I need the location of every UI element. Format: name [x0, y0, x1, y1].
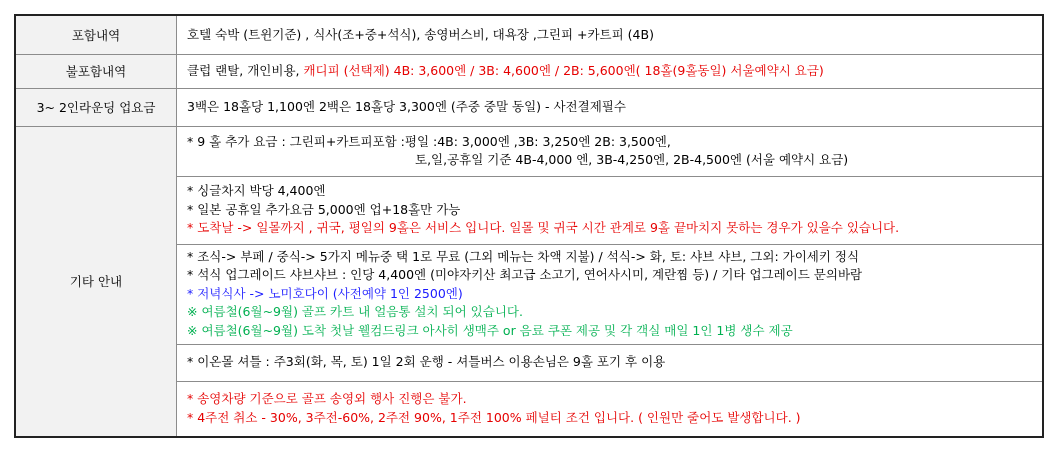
summer-ice-line: ※ 여름철(6월~9월) 골프 카트 내 얼음통 설치 되어 있습니다. [187, 304, 523, 320]
content-policy [177, 381, 1044, 437]
excluded-text-black: 클럽 랜탈, 개인비용, [187, 62, 304, 78]
label-excluded: 불포함내역 [15, 54, 177, 88]
content-single-charge [177, 176, 1044, 244]
content-included [177, 15, 1044, 54]
nine-hole-fee-line1: * 9 홀 추가 요금 : 그린피+카트피포함 :평일 :4B: 3,000엔 ,3B: 3,250엔 2B: 3,500엔, [187, 133, 671, 149]
content-shuttle [177, 344, 1044, 381]
arrival-nine-hole-line: * 도착날 -> 일몰까지 , 귀국, 평일의 9홀은 서비스 입니다. 일몰 및 귀국 시간 관계로 9홀 끝마치지 못하는 경우가 있을수 있습니다. [187, 220, 900, 236]
single-charge-line: * 싱글차지 박당 4,400엔 [187, 183, 326, 199]
row-excluded [15, 54, 1043, 88]
row-other-block1 [15, 126, 1043, 176]
label-upgrade: 3~ 2인라운딩 업요금 [15, 88, 177, 126]
nine-hole-fee-line2: 토,일,공휴일 기준 4B-4,000 엔, 3B-4,250엔, 2B-4,500엔 (서울 예약시 요금) [415, 152, 849, 167]
row-upgrade [15, 88, 1043, 126]
label-other: 기타 안내 [15, 126, 177, 437]
label-included: 포함내역 [15, 15, 177, 54]
excluded-caddie-fee: 캐디피 (선택제) 4B: 3,600엔 / 3B: 4,600엔 / 2B: 5,600엔( 18홀(9홀동일) 서울예약시 요금) [303, 62, 824, 78]
row-included [15, 15, 1043, 54]
content-upgrade [177, 88, 1044, 126]
content-excluded [177, 54, 1044, 88]
holiday-surcharge-line: * 일본 공휴일 추가요금 5,000엔 업+18홀만 가능 [187, 201, 461, 217]
cancellation-penalty-line: * 4주전 취소 - 30%, 3주전-60%, 2주전 90%, 1주전 100% 페널티 조건 입니다. ( 인원만 줄어도 발생합니다. ) [187, 409, 801, 425]
excluded-text [187, 62, 1042, 81]
included-text: 호텔 숙박 (트윈기준) , 식사(조+중+석식), 송영버스비, 대욕장 ,그린피 +카트피 (4B) [187, 26, 654, 42]
tour-info-table [14, 14, 1044, 438]
transfer-policy-line: * 송영차량 기준으로 골프 송영외 행사 진행은 불가. [187, 391, 467, 407]
content-meals [177, 244, 1044, 344]
summer-welcome-drink-line: ※ 여름철(6월~9월) 도착 첫날 웰컴드링크 아사히 생맥주 or 음료 쿠폰 제공 및 각 객실 매일 1인 1병 생수 제공 [187, 322, 793, 338]
dinner-upgrade-line: * 석식 업그레이드 샤브샤브 : 인당 4,400엔 (미야자키산 최고급 소고기, 연어사시미, 계란찜 등) / 기타 업그레이드 문의바람 [187, 267, 863, 283]
content-nine-hole-fee [177, 126, 1044, 176]
aeon-shuttle-line: * 이온몰 셔틀 : 주3회(화, 목, 토) 1일 2회 운행 - 셔틀버스 이용손님은 9홀 포기 후 이용 [187, 354, 666, 370]
upgrade-text: 3백은 18홀당 1,100엔 2백은 18홀당 3,300엔 (주중 중말 동일) - 사전결제필수 [187, 98, 626, 114]
nomihodai-line: * 저녁식사 -> 노미호다이 (사전예약 1인 2500엔) [187, 285, 463, 301]
meals-line: * 조식-> 부페 / 중식-> 5가지 메뉴중 택 1로 무료 (그외 메뉴는 차액 지불) / 석식-> 화, 토: 샤브 샤브, 그외: 가이세키 정식 [187, 248, 860, 264]
